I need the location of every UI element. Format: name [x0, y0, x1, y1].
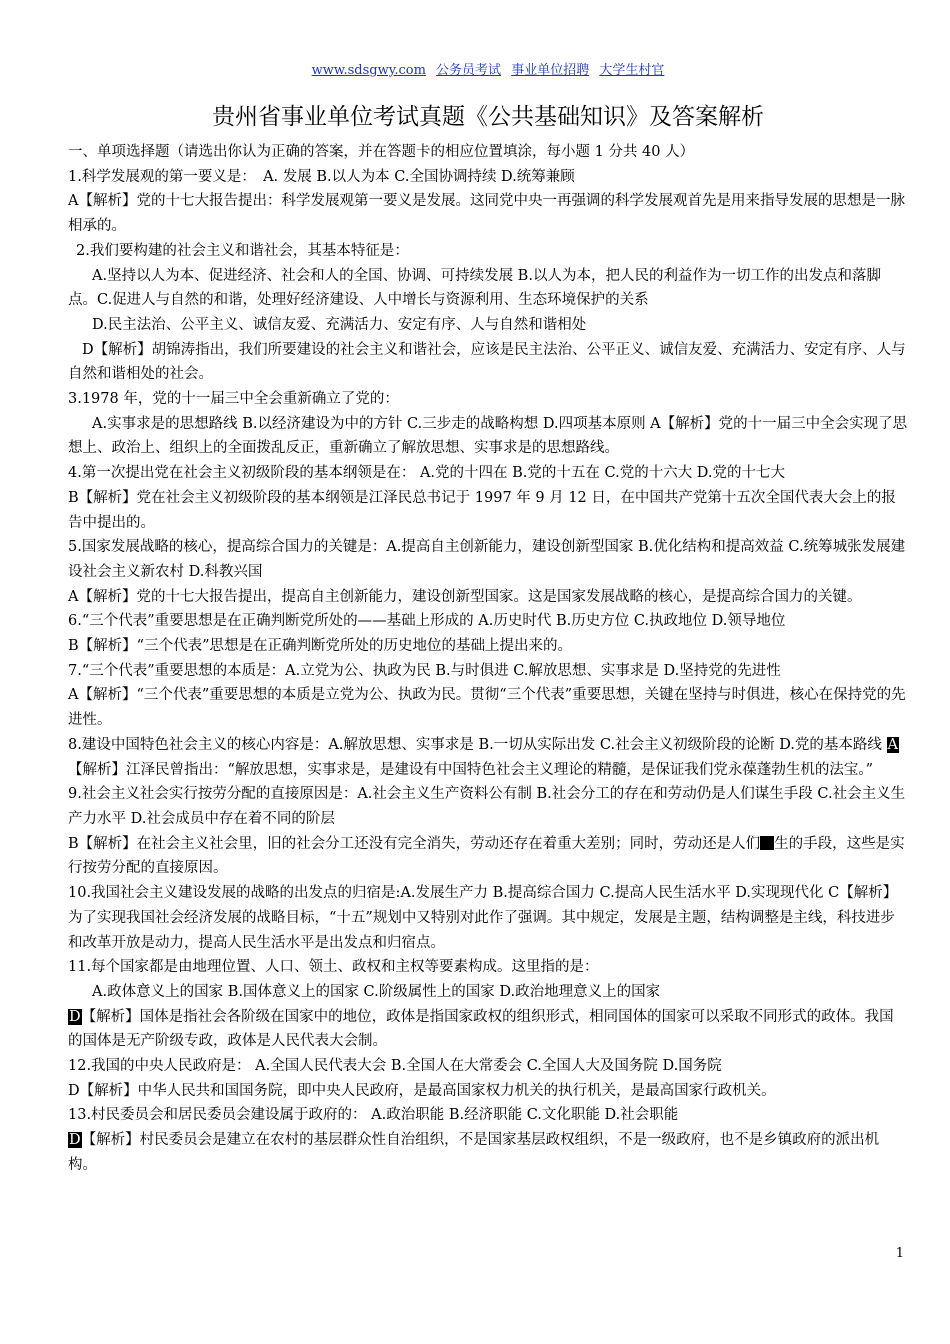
answer-13: [68, 1128, 908, 1177]
page-number: 1: [895, 1246, 904, 1261]
question-6: 6.“三个代表”重要思想是在正确判断党所处的——基础上形成的 A.历史时代 B.历史方位 C.执政地位 D.领导地位: [68, 613, 786, 630]
section-heading: 一、单项选择题（请选出你认为正确的答案，并在答题卡的相应位置填涂，每小题 1 分共 40 人）: [68, 144, 695, 160]
question-11-options: A.政体意义上的国家 B.国体意义上的国家 C.阶级属性上的国家 D.政治地理意义上的国家: [92, 983, 661, 1000]
question-9: 9.社会主义社会实行按劳分配的直接原因是：A.社会主义生产资料公有制 B.社会分工的存在和劳动仍是人们谋生手段 C.社会主义生产力水平 D.社会成员中存在着不同的阶层: [68, 786, 906, 827]
question-1: 1.科学发展观的第一要义是： A. 发展 B.以人为本 C.全国协调持续 D.统筹兼顾: [68, 168, 575, 185]
answer-4: B【解析】党在社会主义初级阶段的基本纲领是江泽民总书记于 1997 年 9 月 12 日，在中国共产党第十五次全国代表大会上的报告中提出的。: [68, 489, 896, 531]
answer-8-letter: A: [887, 736, 899, 753]
question-2-option-d: D.民主法治、公平主义、诚信友爱、充满活力、安定有序、人与自然和谐相处: [92, 316, 587, 333]
document-body: [68, 140, 908, 1178]
question-5: 5.国家发展战略的核心，提高综合国力的关键是：A.提高自主创新能力，建设创新型国家 B.优化结构和提高效益 C.统筹城张发展建设社会主义新农村 D.科教兴国: [68, 539, 906, 580]
question-13: 13.村民委员会和居民委员会建设属于政府的： A.政治职能 B.经济职能 C.文化职能 D.社会职能: [68, 1107, 679, 1124]
answer-11-explanation: 【解析】国体是指社会各阶级在国家中的地位，政体是指国家政权的组织形式，相同国体的国家可以采取不同形式的政体。我国的国体是无产阶级专政，政体是人民代表大会制。: [68, 1008, 894, 1050]
question-11: 11.每个国家都是由地理位置、人口、领土、政权和主权等要素构成。这里指的是：: [68, 959, 599, 976]
answer-11-letter: D: [69, 1008, 81, 1025]
answer-13-letter: D: [69, 1132, 81, 1149]
answer-2: D【解析】胡锦涛指出，我们所要建设的社会主义和谐社会，应该是民主法治、公平正义、诚信友爱、充满活力、安定有序、人与自然和谐相处的社会。: [68, 341, 906, 383]
document-title: 贵州省事业单位考试真题《公共基础知识》及答案解析: [212, 104, 764, 130]
header-link-civil-service[interactable]: 公务员考试: [436, 63, 502, 78]
question-7: 7.“三个代表”重要思想的本质是：A.立党为公、执政为民 B.与时俱进 C.解放思想、实事求是 D.坚持党的先进性: [68, 662, 781, 679]
answer-6: B【解析】“三个代表”思想是在正确判断党所处的历史地位的基础上提出来的。: [68, 638, 572, 655]
question-3: 3.1978 年，党的十一届三中全会重新确立了党的：: [68, 391, 399, 408]
answer-1: A【解析】党的十七大报告提出：科学发展观第一要义是发展。这同党中央一再强调的科学发展观首先是用来指导发展的思想是一脉相承的。: [68, 193, 905, 235]
answer-11: [68, 1005, 908, 1054]
question-8: 8.建设中国特色社会主义的核心内容是：A.解放思想、实事求是 B.一切从实际出发 C.社会主义初级阶段的论断 D.党的基本路线: [68, 736, 887, 753]
answer-9-part1: B【解析】在社会主义社会里，旧的社会分工还没有完全消失，劳动还存在着重大差别；同时，劳动还是人们: [68, 835, 761, 852]
question-4: 4.第一次提出党在社会主义初级阶段的基本纲领是在： A.党的十四在 B.党的十五在 C.党的十六大 D.党的十七大: [68, 465, 786, 482]
header-link-recruitment[interactable]: 事业单位招聘: [511, 63, 590, 78]
question-3-options-answer: A.实事求是的思想路线 B.以经济建设为中的方针 C.三步走的战略构想 D.四项基本原则 A【解析】党的十一届三中全会实现了思想上、政治上、组织上的全面拨乱反正，重新确立了解放思想、实事求是的思想路线。: [68, 415, 908, 457]
question-2-options: A.坚持以人为本、促进经济、社会和人的全国、协调、可持续发展 B.以人为本，把人民的利益作为一切工作的出发点和落脚点。C.促进人与自然的和谐，处理好经济建设、人中增长与资源利用、生态环境保护的关系: [68, 267, 881, 309]
document-page: [68, 62, 908, 1178]
answer-9: [68, 832, 908, 881]
answer-5: A【解析】党的十七大报告提出，提高自主创新能力，建设创新型国家。这是国家发展战略的核心，是提高综合国力的关键。: [68, 588, 862, 605]
header-link-village-official[interactable]: 大学生村官: [599, 63, 665, 78]
answer-7: A【解析】“三个代表”重要思想的本质是立党为公、执政为民。贯彻“三个代表”重要思想，关键在坚持与时俱进，核心在保持党的先进性。: [68, 687, 906, 729]
header-link-site[interactable]: www.sdsgwy.com: [311, 63, 426, 78]
question-8-answer: [68, 733, 908, 782]
question-10-answer: 10.我国社会主义建设发展的战略的出发点的归宿是:A.发展生产力 B.提高综合国力 C.提高人民生活水平 D.实现现代化 C【解析】为了实现我国社会经济发展的战略目标，“十五”规划中又特别对此作了强调。其中规定，发展是主题，结构调整是主线，科技进步和改革开放是动力，提高人民生活水平是出发点和归宿点。: [68, 885, 898, 951]
answer-8-explanation: 【解析】江泽民曾指出：“解放思想，实事求是，是建设有中国特色社会主义理论的精髓，是保证我们党永葆蓬勃生机的法宝。”: [68, 761, 874, 778]
answer-12: D【解析】中华人民共和国国务院，即中央人民政府，是最高国家权力机关的执行机关，是最高国家行政机关。: [68, 1082, 776, 1099]
answer-13-explanation: 【解析】村民委员会是建立在农村的基层群众性自治组织，不是国家基层政权组织，不是一级政府，也不是乡镇政府的派出机构。: [68, 1132, 880, 1173]
answer-9-part2: 生的手段，这些是实行按劳分配的直接原因。: [68, 835, 905, 877]
question-12: 12.我国的中央人民政府是： A.全国人民代表大会 B.全国人在大常委会 C.全国人大及国务院 D.国务院: [68, 1058, 722, 1075]
redaction-mark: [760, 836, 774, 850]
page-header: [68, 62, 908, 80]
question-2: 2.我们要构建的社会主义和谐社会，其基本特征是：: [76, 242, 409, 259]
